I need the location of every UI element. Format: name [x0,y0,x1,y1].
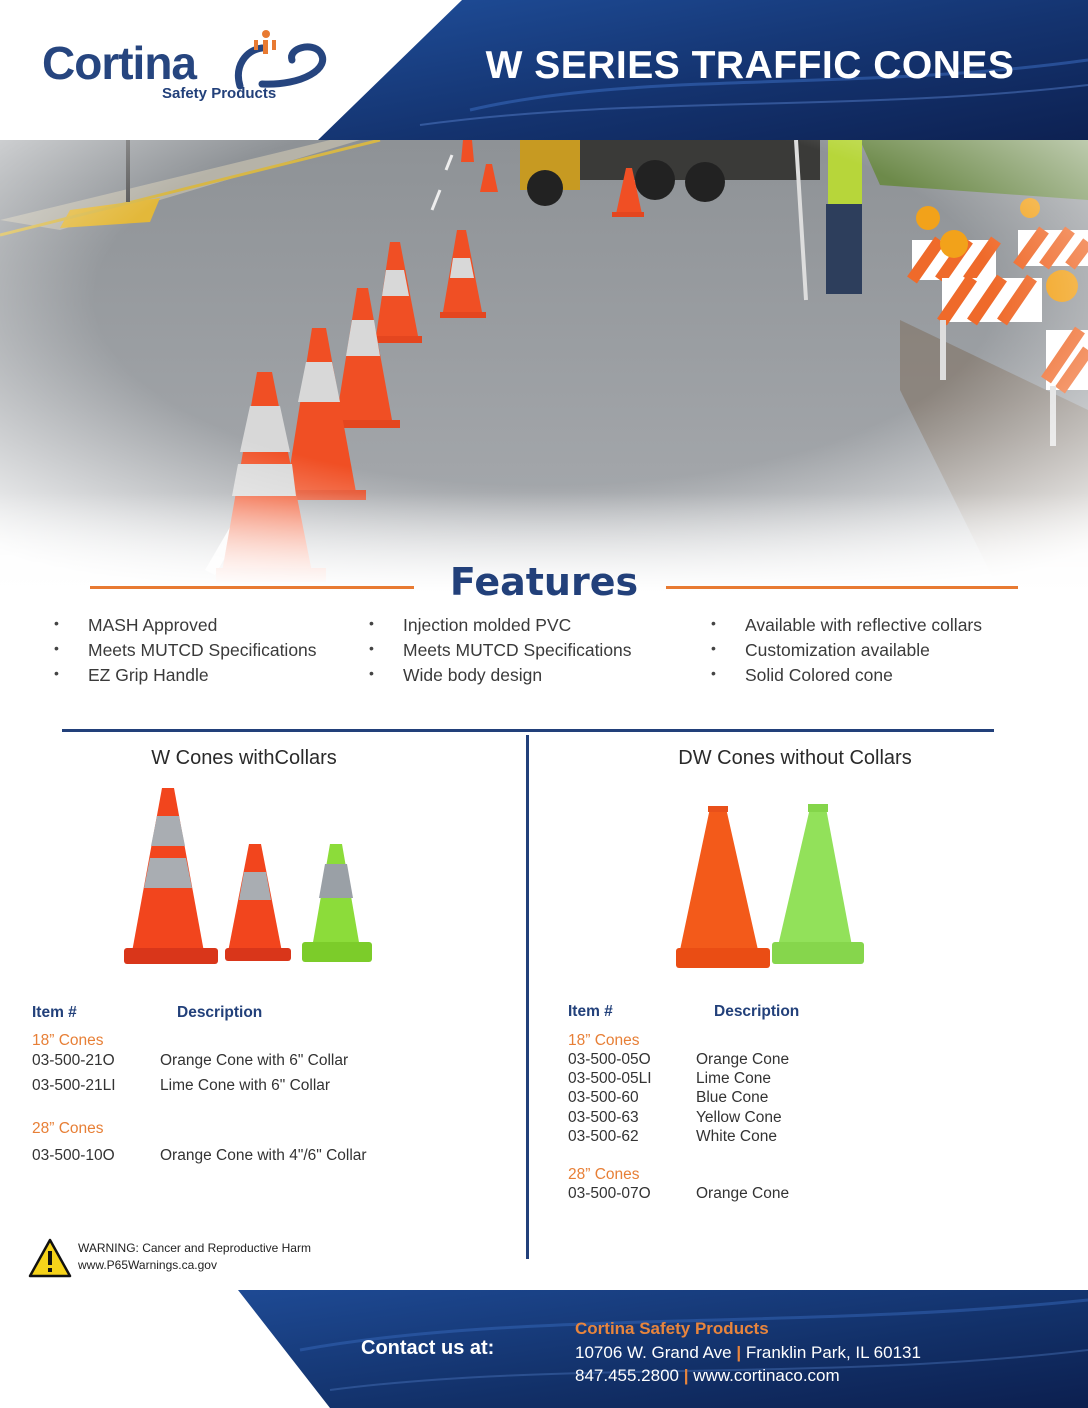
w-col-header-item: Item # [32,1004,77,1021]
separator: | [736,1343,742,1362]
warning-triangle-icon [28,1238,72,1278]
address-street: 10706 W. Grand Ave [575,1343,732,1362]
features-rule-left [90,586,414,589]
separator: | [683,1366,689,1385]
dw-col-header-item: Item # [568,1003,613,1020]
company-address [575,1343,921,1363]
feature-item: • MASH Approved [54,615,218,635]
company-contact [575,1366,840,1386]
features-list-col1 [54,615,317,690]
table-row-item: 03-500-05O [568,1051,651,1068]
feature-item: • Meets MUTCD Specifications [54,640,317,660]
w-group-28-label: 28” Cones [32,1120,104,1137]
feature-item: • EZ Grip Handle [54,665,209,685]
table-row-item: 03-500-62 [568,1128,639,1145]
section-divider-vertical [526,735,529,1259]
features-list-col3 [711,615,982,690]
table-row-description: Orange Cone [696,1185,790,1202]
footer-banner [0,1290,1088,1408]
features-heading: Features [449,560,639,604]
dw-col-header-description: Description [714,1003,800,1020]
table-row-item: 03-500-21LI [32,1077,116,1094]
table-row-description: Orange Cone with 4"/6" Collar [160,1147,367,1164]
table-row-item: 03-500-10O [32,1147,115,1164]
feature-item: • Solid Colored cone [711,665,893,685]
contact-label: Contact us at: [361,1337,495,1359]
table-row-description: White Cone [696,1128,777,1145]
dw-group-18-label: 18” Cones [568,1032,640,1049]
dw-cones-product-image [670,800,870,976]
feature-item: • Available with reflective collars [711,615,983,635]
warning-link[interactable]: www.P65Warnings.ca.gov [78,1258,217,1272]
feature-item: • Customization available [711,640,930,660]
feature-item: • Meets MUTCD Specifications [369,640,632,660]
table-row-item: 03-500-21O [32,1052,115,1069]
warning-text: WARNING: Cancer and Reproductive Harm [78,1241,311,1255]
feature-item: • Injection molded PVC [369,615,572,635]
section-divider-horizontal [62,729,994,732]
table-row-description: Lime Cone [696,1070,771,1087]
dw-group-28-label: 28” Cones [568,1166,640,1183]
brand-logo-wordmark: Cortina [42,37,196,89]
website-link[interactable]: www.cortinaco.com [693,1366,840,1385]
table-row-description: Orange Cone [696,1051,790,1068]
table-row-description: Orange Cone with 6" Collar [160,1052,349,1069]
w-cones-product-image [120,782,380,972]
dw-cones-heading: DW Cones without Collars [678,747,912,769]
brand-logo-subtitle: Safety Products [162,85,277,102]
table-row-description: Blue Cone [696,1089,769,1106]
features-rule-right [666,586,1018,589]
table-row-item: 03-500-60 [568,1089,639,1106]
page-title: W SERIES TRAFFIC CONES [485,44,1015,87]
table-row-item: 03-500-05LI [568,1070,652,1087]
features-list-col2 [369,615,632,690]
table-row-description: Yellow Cone [696,1109,782,1126]
phone-number[interactable]: 847.455.2800 [575,1366,679,1385]
w-cones-heading: W Cones withCollars [151,747,337,769]
table-row-item: 03-500-63 [568,1109,639,1126]
table-row-item: 03-500-07O [568,1185,651,1202]
address-city: Franklin Park, IL 60131 [745,1343,921,1362]
hero-photo-road-cones [0,140,1088,592]
w-col-header-description: Description [177,1004,263,1021]
w-group-18-label: 18” Cones [32,1032,104,1049]
company-name: Cortina Safety Products [575,1319,769,1338]
table-row-description: Lime Cone with 6" Collar [160,1077,331,1094]
feature-item: • Wide body design [369,665,543,685]
